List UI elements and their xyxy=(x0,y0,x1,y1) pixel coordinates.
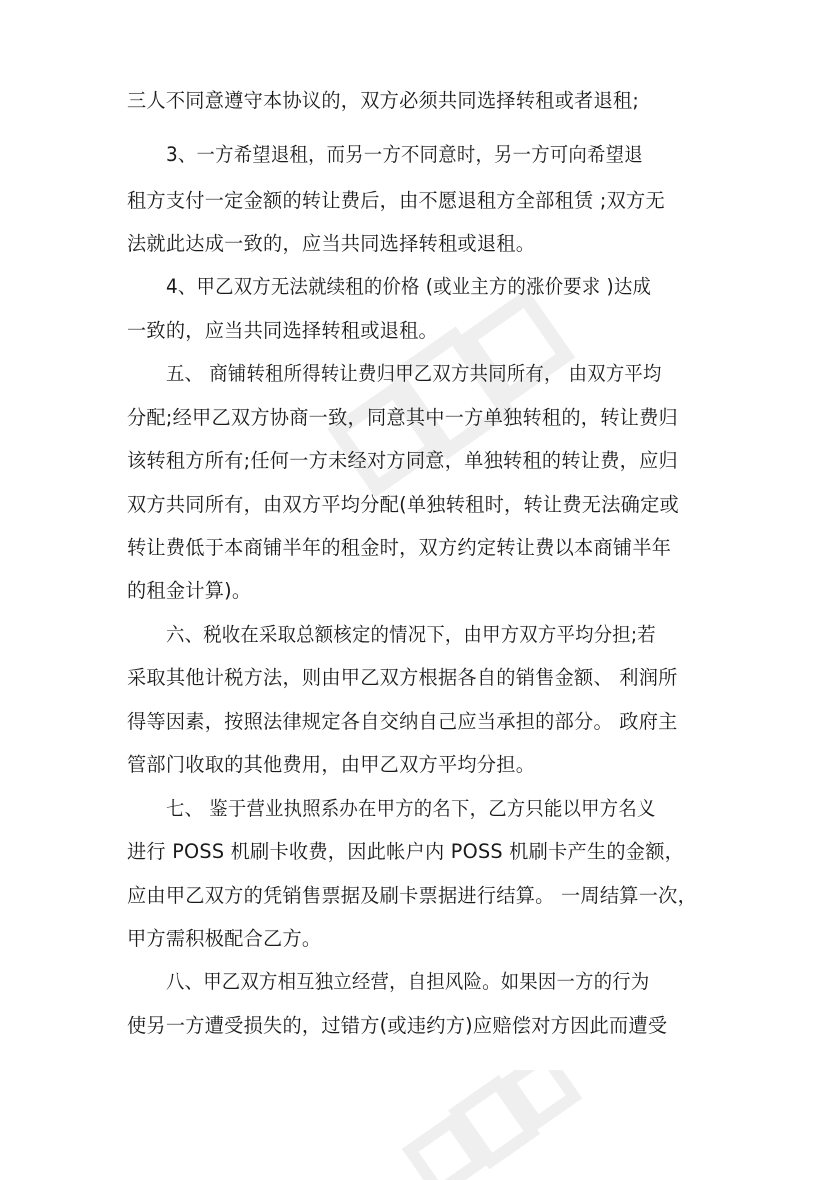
text-line: 甲方需积极配合乙方。 xyxy=(127,927,322,950)
text-line: 租方支付一定金额的转让费后，由不愿退租方全部租赁 ;双方无 xyxy=(127,189,665,212)
text-line: 一致的，应当共同选择转租或退租。 xyxy=(127,319,438,342)
text-line: 分配;经甲乙双方协商一致，同意其中一方单独转租的，转让费归 xyxy=(127,406,678,429)
text-line: 的租金计算)。 xyxy=(127,579,252,602)
text-line: 七、 鉴于营业执照系办在甲方的名下，乙方只能以甲方名义 xyxy=(166,797,656,820)
text-line: 八、甲乙双方相互独立经营，自担风险。如果因一方的行为 xyxy=(166,970,650,993)
text-line: 该转租方所有;任何一方未经对方同意，单独转租的转让费，应归 xyxy=(127,449,678,472)
text-line: 采取其他计税方法，则由甲乙双方根据各自的销售金额、 利润所 xyxy=(127,666,678,689)
watermark-icon xyxy=(390,1070,590,1180)
text-line: 4、甲乙双方无法就续租的价格 (或业主方的涨价要求 )达成 xyxy=(166,275,652,298)
text-line: 六、税收在采取总额核定的情况下，由甲方双方平均分担;若 xyxy=(166,623,656,646)
text-line: 进行 POSS 机刷卡收费，因此帐户内 POSS 机刷卡产生的金额， xyxy=(127,840,685,863)
text-line: 五、 商铺转租所得转让费归甲乙双方共同所有， 由双方平均 xyxy=(166,362,662,385)
text-line: 三人不同意遵守本协议的，双方必须共同选择转租或者退租; xyxy=(127,89,640,112)
text-line: 双方共同所有，由双方平均分配(单独转租时，转让费无法确定或 xyxy=(127,493,679,516)
text-line: 管部门收取的其他费用，由甲乙双方平均分担。 xyxy=(127,753,536,776)
text-line: 使另一方遭受损失的，过错方(或违约方)应赔偿对方因此而遭受 xyxy=(127,1014,668,1037)
text-line: 应由甲乙双方的凭销售票据及刷卡票据进行结算。 一周结算一次， xyxy=(127,884,698,907)
text-line: 得等因素，按照法律规定各自交纳自己应当承担的部分。 政府主 xyxy=(127,710,678,733)
text-line: 法就此达成一致的，应当共同选择转租或退租。 xyxy=(127,232,536,255)
text-line: 3、一方希望退租，而另一方不同意时，另一方可向希望退 xyxy=(166,143,643,166)
text-line: 转让费低于本商铺半年的租金时，双方约定转让费以本商铺半年 xyxy=(127,536,672,559)
